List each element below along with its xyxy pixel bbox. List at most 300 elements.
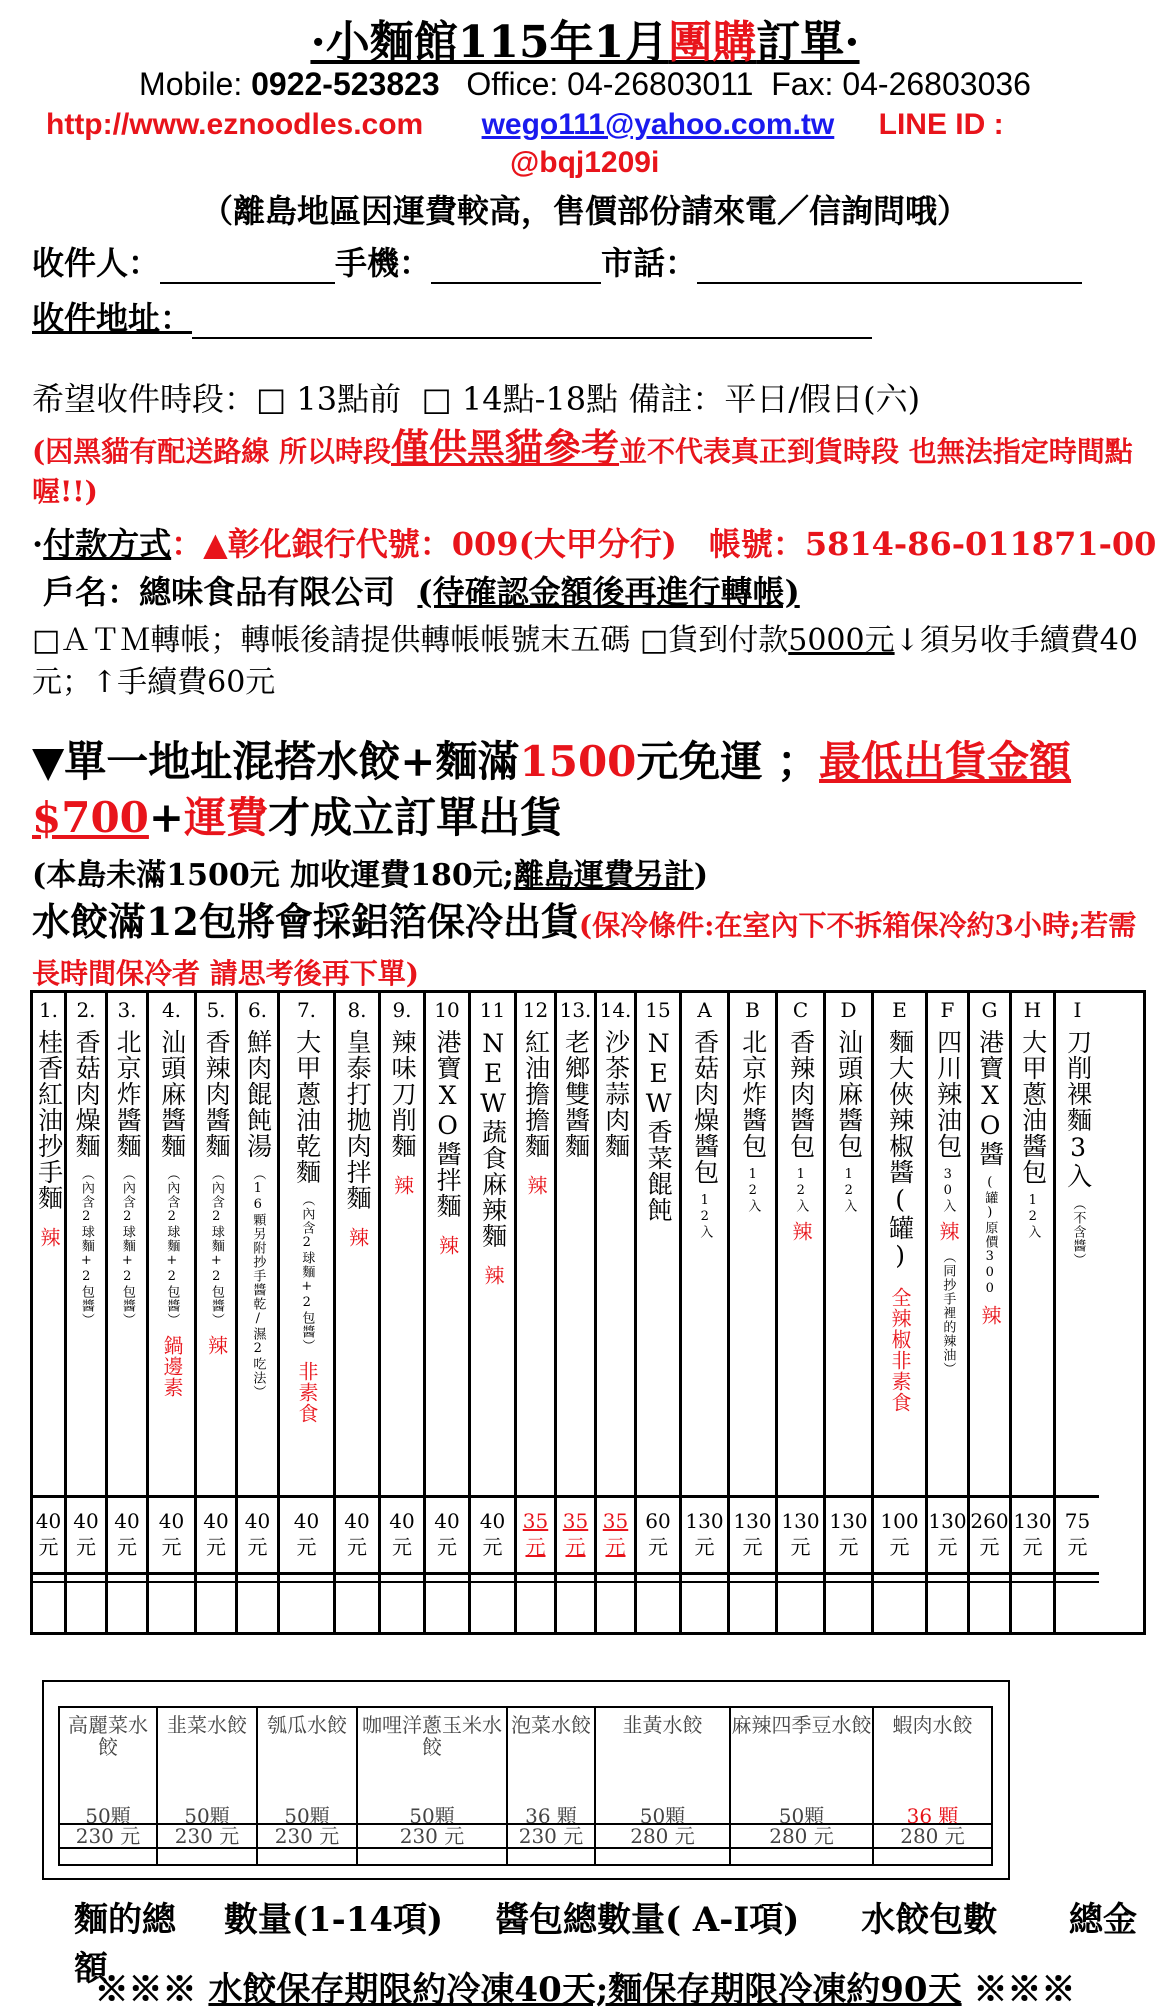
dumpling-name: 瓠瓜水餃 bbox=[267, 1713, 347, 1737]
promo-1red: 1500 bbox=[519, 737, 637, 786]
noodle-price bbox=[682, 1498, 727, 1575]
confirm-note: (待確認金額後再進行轉帳) bbox=[417, 573, 800, 611]
noodle-price-value: 130 bbox=[733, 1509, 772, 1533]
fax-number: Fax: 04-26803036 bbox=[771, 66, 1031, 102]
noodle-note: （內含2球麵+2包醬） bbox=[164, 1167, 180, 1327]
noodle-column bbox=[778, 993, 826, 1632]
dumpling-qty: 36 顆 bbox=[525, 1804, 577, 1828]
dumpling-name: 蝦肉水餃 bbox=[892, 1713, 973, 1737]
noodle-qty-cell[interactable] bbox=[1012, 1581, 1053, 1634]
dumpling-qty: 50顆 bbox=[284, 1804, 330, 1828]
dumpling-column bbox=[874, 1708, 991, 1864]
total-amount: 總金額 bbox=[74, 1900, 1138, 1989]
noodle-number: 5. bbox=[206, 998, 226, 1022]
noodle-price-value: 260 bbox=[970, 1509, 1009, 1533]
page-title bbox=[0, 6, 1170, 70]
noodle-number: G bbox=[981, 998, 998, 1022]
noodle-qty-cell[interactable] bbox=[557, 1581, 594, 1634]
noodle-price-unit: 元 bbox=[790, 1535, 811, 1559]
noodle-column bbox=[67, 993, 108, 1632]
noodle-price-unit: 元 bbox=[206, 1535, 226, 1559]
noodle-price bbox=[108, 1498, 146, 1575]
noodle-price-unit: 元 bbox=[889, 1535, 910, 1559]
email-link[interactable]: wego111@yahoo.com.tw bbox=[481, 108, 835, 141]
noodle-tag: 辣 bbox=[481, 1265, 505, 1286]
noodle-column bbox=[33, 993, 67, 1632]
noodle-header bbox=[238, 993, 277, 1498]
noodle-number: 12 bbox=[522, 998, 549, 1022]
noodle-column bbox=[517, 993, 557, 1632]
noodle-number: 9. bbox=[392, 998, 412, 1022]
noodle-price-unit: 元 bbox=[482, 1535, 503, 1559]
noodle-qty-cell[interactable] bbox=[280, 1581, 333, 1634]
noodle-name: 桂香紅油抄手麵 bbox=[34, 1029, 64, 1211]
promo-1ul: 最低出貨金額 bbox=[819, 737, 1072, 786]
dumpling-price: 230 元 bbox=[60, 1823, 156, 1849]
noodle-price bbox=[426, 1498, 468, 1575]
recipient-field[interactable] bbox=[160, 256, 335, 284]
noodle-column bbox=[280, 993, 336, 1632]
noodle-price-unit: 元 bbox=[565, 1535, 586, 1559]
noodle-price-value: 130 bbox=[1013, 1509, 1052, 1533]
time-option-2[interactable]: □ 14點-18點 bbox=[421, 380, 619, 418]
noodle-price bbox=[928, 1498, 967, 1575]
noodle-header bbox=[928, 993, 967, 1498]
title-prefix: ·小麵館115年1月 bbox=[310, 17, 669, 68]
dumpling-qty: 50顆 bbox=[409, 1804, 455, 1828]
noodle-qty-cell[interactable] bbox=[682, 1581, 727, 1634]
noodle-name: 大甲蔥油醬包 bbox=[1018, 1029, 1048, 1185]
noodle-name: 北京炸醬麵 bbox=[113, 1029, 143, 1159]
noodle-price-unit: 元 bbox=[247, 1535, 268, 1559]
promo-4red: (保冷條件:在室內下不拆箱保冷約3小時;若需長時間保冷者 請思考後再下單) bbox=[32, 909, 1137, 990]
noodle-number: C bbox=[792, 998, 809, 1022]
noodle-header bbox=[426, 993, 468, 1498]
noodle-name: 紅油擔擔麵 bbox=[521, 1029, 551, 1159]
noodle-qty-cell[interactable] bbox=[637, 1581, 679, 1634]
dumpling-name: 高麗菜水餃 bbox=[68, 1713, 148, 1759]
total-dumpling: 水餃包數 bbox=[861, 1900, 998, 1940]
dumpling-name: 麻辣四季豆水餃 bbox=[731, 1713, 872, 1737]
website-link[interactable]: http://www.eznoodles.com bbox=[46, 108, 424, 141]
island-note: （離島地區因運費較高，售價部份請來電／信詢問哦） bbox=[200, 192, 969, 230]
address-label: 收件地址： bbox=[32, 299, 193, 337]
noodle-price bbox=[597, 1498, 634, 1575]
noodle-price bbox=[778, 1498, 823, 1575]
noodle-name: 港寶XO醬 bbox=[975, 1029, 1005, 1167]
recipient-label: 收件人： bbox=[32, 244, 161, 282]
promo-2a: + bbox=[148, 793, 185, 842]
noodle-price-value: 130 bbox=[829, 1509, 868, 1533]
noodle-name: 四川辣油包 bbox=[933, 1029, 963, 1159]
noodle-qty-cell[interactable] bbox=[67, 1581, 105, 1634]
noodle-number: 3. bbox=[117, 998, 137, 1022]
time-label: 希望收件時段： bbox=[32, 380, 257, 418]
noodle-qty-cell[interactable] bbox=[928, 1581, 967, 1634]
delivery-note bbox=[32, 425, 1162, 512]
noodle-price-value: 40 bbox=[389, 1509, 415, 1533]
noodle-price-unit: 元 bbox=[605, 1535, 626, 1559]
noodle-column bbox=[1056, 993, 1099, 1632]
noodle-number: D bbox=[840, 998, 857, 1022]
promo-3b: ) bbox=[693, 858, 709, 893]
noodle-note: （內含2球麵+2包醬） bbox=[208, 1167, 224, 1327]
noodle-number: H bbox=[1023, 998, 1042, 1022]
noodle-price bbox=[471, 1498, 514, 1575]
noodle-tag: 辣 bbox=[789, 1221, 813, 1242]
links-line bbox=[46, 108, 1156, 142]
noodle-number: 1. bbox=[38, 998, 59, 1022]
noodle-qty-cell[interactable] bbox=[108, 1581, 146, 1634]
noodle-qty-cell[interactable] bbox=[778, 1581, 823, 1634]
noodle-price-value: 130 bbox=[928, 1509, 967, 1533]
noodle-header bbox=[67, 993, 105, 1498]
dumpling-column bbox=[258, 1708, 358, 1864]
noodle-price-unit: 元 bbox=[76, 1535, 96, 1559]
noodle-price bbox=[280, 1498, 333, 1575]
noodle-price-unit: 元 bbox=[296, 1535, 317, 1559]
noodle-price-value: 40 bbox=[35, 1509, 62, 1533]
noodle-price-value: 75 bbox=[1064, 1509, 1091, 1533]
footer-stars-a: ※※※ bbox=[94, 1970, 197, 2010]
noodle-number: 10 bbox=[434, 998, 460, 1022]
noodle-price bbox=[67, 1498, 105, 1575]
noodle-price bbox=[970, 1498, 1009, 1575]
noodle-header bbox=[597, 993, 634, 1498]
title-suffix: 訂單· bbox=[756, 17, 860, 68]
noodle-header bbox=[970, 993, 1009, 1498]
noodle-number: A bbox=[697, 998, 712, 1022]
noodle-price-unit: 元 bbox=[979, 1535, 1000, 1559]
noodle-note: （16顆另附抄手醬乾/濕2吃法） bbox=[250, 1167, 266, 1399]
noodle-note: （內含2球麵+2包醬） bbox=[78, 1167, 94, 1327]
noodle-number: 8. bbox=[347, 998, 367, 1022]
noodle-header bbox=[826, 993, 871, 1498]
dumpling-name: 咖哩洋蔥玉米水餃 bbox=[362, 1713, 502, 1759]
noodle-tag: 辣 bbox=[390, 1175, 415, 1196]
noodle-qty-cell[interactable] bbox=[149, 1581, 194, 1634]
noodle-name: NEW蔬食麻辣麵 bbox=[478, 1029, 508, 1249]
noodle-price bbox=[33, 1498, 64, 1575]
payment-label: 付款方式 bbox=[43, 525, 172, 563]
noodle-name: 香菇肉燥醬包 bbox=[690, 1029, 720, 1185]
noodle-number: F bbox=[940, 998, 955, 1022]
noodle-note: （內含2球麵+2包醬） bbox=[299, 1193, 315, 1353]
noodle-qty-cell[interactable] bbox=[471, 1581, 514, 1634]
mobile-field[interactable] bbox=[431, 256, 601, 284]
line-label: LINE ID : bbox=[878, 108, 1004, 141]
noodle-header bbox=[471, 993, 514, 1498]
noodle-number: 14. bbox=[599, 998, 632, 1022]
dumpling-price: 280 元 bbox=[874, 1823, 991, 1849]
noodle-header bbox=[682, 993, 727, 1498]
dumpling-qty: 50顆 bbox=[85, 1804, 131, 1828]
noodle-price-value: 100 bbox=[880, 1509, 919, 1533]
delivery-note-big: 僅供黑貓參考 bbox=[391, 425, 620, 470]
noodle-note: 12入 bbox=[793, 1167, 809, 1213]
noodle-header bbox=[33, 993, 64, 1498]
noodle-name: 北京炸醬包 bbox=[738, 1029, 768, 1159]
atm-b: ↓須另收手續費40元；↑手續費60元 bbox=[32, 623, 1138, 700]
atm-a: □ＡＴＭ轉帳；轉帳後請提供轉帳帳號末五碼 □貨到付款 bbox=[32, 623, 789, 658]
noodle-price bbox=[336, 1498, 378, 1575]
noodle-column bbox=[238, 993, 280, 1632]
noodle-note: 12入 bbox=[1025, 1193, 1041, 1239]
noodle-price-unit: 元 bbox=[742, 1535, 763, 1559]
promo-line3 bbox=[32, 850, 708, 894]
dumpling-name: 韭黃水餃 bbox=[622, 1713, 703, 1737]
noodle-note2: （同抄手裡的辣油） bbox=[940, 1250, 956, 1376]
noodle-name: 辣味刀削麵 bbox=[388, 1029, 418, 1159]
noodle-price bbox=[730, 1498, 775, 1575]
noodle-number: 7. bbox=[296, 998, 317, 1022]
delivery-time-row bbox=[32, 374, 920, 420]
promo-block bbox=[32, 734, 1152, 846]
noodle-name: 汕頭麻醬包 bbox=[834, 1029, 864, 1159]
dumpling-price: 280 元 bbox=[731, 1823, 872, 1849]
noodle-name: 香菇肉燥麵 bbox=[72, 1029, 102, 1159]
noodle-price bbox=[381, 1498, 423, 1575]
dumpling-price: 230 元 bbox=[158, 1823, 256, 1849]
promo-2ul: $700 bbox=[32, 793, 149, 842]
noodle-tag: 辣 bbox=[978, 1305, 1002, 1326]
noodle-note: 12入 bbox=[697, 1193, 713, 1239]
payment-dot: · bbox=[32, 525, 44, 563]
noodle-column bbox=[682, 993, 730, 1632]
noodle-number: 11 bbox=[479, 998, 506, 1022]
noodle-price-value: 35 bbox=[602, 1509, 629, 1533]
noodle-column bbox=[597, 993, 637, 1632]
noodle-column bbox=[928, 993, 970, 1632]
bank-info: ：▲彰化銀行代號：009(大甲分行) 帳號：5814-86-011871-00 bbox=[171, 525, 1157, 563]
phone-field[interactable] bbox=[697, 256, 1082, 284]
noodle-price-value: 60 bbox=[645, 1509, 671, 1533]
noodle-price bbox=[826, 1498, 871, 1575]
dumpling-qty: 50顆 bbox=[778, 1804, 825, 1828]
noodle-header bbox=[730, 993, 775, 1498]
dumpling-order-table bbox=[58, 1706, 993, 1866]
noodle-column bbox=[149, 993, 197, 1632]
noodle-header bbox=[336, 993, 378, 1498]
noodle-price-value: 40 bbox=[114, 1509, 140, 1533]
noodle-note: （內含2球麵+2包醬） bbox=[119, 1167, 135, 1327]
noodle-price-value: 40 bbox=[293, 1509, 320, 1533]
noodle-qty-cell[interactable] bbox=[970, 1581, 1009, 1634]
noodle-price-value: 40 bbox=[434, 1509, 460, 1533]
promo-1b: 元免運 ； bbox=[636, 737, 820, 786]
noodle-price-unit: 元 bbox=[437, 1535, 457, 1559]
noodle-qty-cell[interactable] bbox=[381, 1581, 423, 1634]
promo-4a: 水餃滿12包將會採鋁箔保冷出貨 bbox=[32, 899, 579, 944]
noodle-qty-cell[interactable] bbox=[874, 1581, 925, 1634]
noodle-tag: 非素食 bbox=[295, 1361, 319, 1424]
noodle-column bbox=[970, 993, 1012, 1632]
noodle-number: 13. bbox=[559, 998, 592, 1022]
address-row bbox=[32, 293, 872, 339]
noodle-qty-cell[interactable] bbox=[517, 1581, 554, 1634]
noodle-number: E bbox=[892, 998, 907, 1022]
footer-note bbox=[0, 1962, 1170, 2011]
dumpling-column bbox=[158, 1708, 258, 1864]
noodle-note: （不含醬） bbox=[1070, 1197, 1086, 1267]
noodle-header bbox=[1056, 993, 1099, 1498]
noodle-price bbox=[874, 1498, 925, 1575]
noodle-price-value: 40 bbox=[244, 1509, 271, 1533]
noodle-price-unit: 元 bbox=[1067, 1535, 1088, 1559]
noodle-name: 汕頭麻醬麵 bbox=[157, 1029, 187, 1159]
noodle-price-value: 35 bbox=[522, 1509, 549, 1533]
dumpling-column bbox=[731, 1708, 874, 1864]
noodle-number: 15 bbox=[645, 998, 671, 1022]
footer-stars-b: ※※※ bbox=[973, 1970, 1076, 2010]
noodle-name: NEW香菜餛飩 bbox=[644, 1029, 674, 1223]
dumpling-column bbox=[596, 1708, 731, 1864]
dumpling-column bbox=[358, 1708, 508, 1864]
noodle-column bbox=[1012, 993, 1056, 1632]
promo-3ul: 離島運費另計 bbox=[513, 858, 694, 893]
noodle-price-unit: 元 bbox=[937, 1535, 958, 1559]
noodle-number: 4. bbox=[161, 998, 182, 1022]
noodle-header bbox=[1012, 993, 1053, 1498]
noodle-column bbox=[826, 993, 874, 1632]
delivery-note-b: 並不代表真正到貨時段 也無法指定時間點喔!!) bbox=[32, 435, 1133, 508]
noodle-price bbox=[517, 1498, 554, 1575]
noodle-price-value: 40 bbox=[344, 1509, 370, 1533]
dumpling-price: 230 元 bbox=[258, 1823, 356, 1849]
noodle-number: I bbox=[1073, 998, 1082, 1022]
noodle-price bbox=[1012, 1498, 1053, 1575]
noodle-number: 2. bbox=[76, 998, 96, 1022]
noodle-price bbox=[197, 1498, 235, 1575]
noodle-header bbox=[108, 993, 146, 1498]
noodle-name: 皇泰打拋肉拌麵 bbox=[343, 1029, 373, 1211]
dumpling-qty: 50顆 bbox=[184, 1804, 230, 1828]
noodle-header bbox=[149, 993, 194, 1498]
noodle-name: 沙茶蒜肉麵 bbox=[601, 1029, 631, 1159]
noodle-price-unit: 元 bbox=[117, 1535, 137, 1559]
noodle-column bbox=[557, 993, 597, 1632]
noodle-price-value: 40 bbox=[73, 1509, 99, 1533]
noodle-price-value: 40 bbox=[158, 1509, 185, 1533]
noodle-header bbox=[874, 993, 925, 1498]
noodle-order-table bbox=[30, 990, 1146, 1635]
dumpling-column bbox=[508, 1708, 596, 1864]
noodle-note: (罐)原價300 bbox=[982, 1175, 998, 1297]
noodle-qty-cell[interactable] bbox=[426, 1581, 468, 1634]
noodle-column bbox=[426, 993, 471, 1632]
noodle-column bbox=[108, 993, 149, 1632]
noodle-price-unit: 元 bbox=[648, 1535, 668, 1559]
noodle-price-value: 35 bbox=[562, 1509, 589, 1533]
atm-amount: 5000元 bbox=[788, 623, 895, 658]
noodle-column bbox=[197, 993, 238, 1632]
noodle-header bbox=[557, 993, 594, 1498]
payment-block bbox=[32, 520, 1162, 616]
contact-line bbox=[0, 66, 1170, 103]
noodle-column bbox=[471, 993, 517, 1632]
time-option-1[interactable]: □ 13點前 bbox=[256, 380, 402, 418]
noodle-price-unit: 元 bbox=[694, 1535, 715, 1559]
title-red: 團購 bbox=[668, 17, 757, 68]
noodle-header bbox=[517, 993, 554, 1498]
noodle-name: 香辣肉醬包 bbox=[786, 1029, 816, 1159]
noodle-column bbox=[874, 993, 928, 1632]
promo-3a: (本島未滿1500元 加收運費180元; bbox=[32, 858, 514, 893]
noodle-price-unit: 元 bbox=[1022, 1535, 1043, 1559]
dumpling-name: 泡菜水餃 bbox=[511, 1713, 591, 1737]
dumpling-qty: 36 顆 bbox=[906, 1804, 959, 1828]
promo-line4 bbox=[32, 900, 1162, 1000]
noodle-header bbox=[381, 993, 423, 1498]
noodle-qty-cell[interactable] bbox=[33, 1581, 64, 1634]
mobile-label: Mobile: bbox=[139, 66, 252, 102]
noodle-tag: 辣 bbox=[37, 1227, 61, 1248]
dumpling-price: 230 元 bbox=[358, 1823, 506, 1849]
footer-text: 水餃保存期限約冷凍40天;麵保存期限冷凍約90天 bbox=[208, 1970, 962, 2010]
noodle-qty-cell[interactable] bbox=[1056, 1581, 1099, 1634]
noodle-tag: 辣 bbox=[204, 1335, 229, 1356]
noodle-name: 港寶XO醬拌麵 bbox=[433, 1029, 463, 1219]
atm-block bbox=[32, 620, 1162, 704]
noodle-name: 鮮肉餛飩湯 bbox=[243, 1029, 273, 1159]
noodle-price bbox=[637, 1498, 679, 1575]
noodle-qty-cell[interactable] bbox=[597, 1581, 634, 1634]
noodle-name: 香辣肉醬麵 bbox=[202, 1029, 232, 1159]
noodle-price-unit: 元 bbox=[161, 1535, 182, 1559]
noodle-name: 大甲蔥油乾麵 bbox=[292, 1029, 322, 1185]
noodle-tag: 辣 bbox=[936, 1221, 960, 1242]
total-noodle: 麵的總 bbox=[74, 1900, 176, 1940]
noodle-note: 30入 bbox=[940, 1167, 956, 1213]
noodle-price-value: 40 bbox=[203, 1509, 229, 1533]
noodle-number: 6. bbox=[247, 998, 268, 1022]
noodle-price-unit: 元 bbox=[392, 1535, 412, 1559]
noodle-qty-cell[interactable] bbox=[197, 1581, 235, 1634]
promo-1a: ▼單一地址混搭水餃+麵滿 bbox=[32, 737, 520, 786]
noodle-price-unit: 元 bbox=[838, 1535, 859, 1559]
address-field[interactable] bbox=[192, 311, 872, 339]
noodle-tag: 辣 bbox=[524, 1175, 548, 1196]
dumpling-column bbox=[60, 1708, 158, 1864]
dumpling-table-frame bbox=[42, 1680, 1010, 1880]
noodle-price bbox=[149, 1498, 194, 1575]
noodle-tag: 辣 bbox=[345, 1227, 370, 1248]
phone-label: 市話： bbox=[601, 244, 698, 282]
total-sauce: 醬包總數量( A-I項) bbox=[494, 1900, 800, 1940]
noodle-column bbox=[637, 993, 682, 1632]
noodle-qty-cell[interactable] bbox=[826, 1581, 871, 1634]
noodle-price bbox=[557, 1498, 594, 1575]
noodle-price bbox=[1056, 1498, 1099, 1575]
noodle-qty-cell[interactable] bbox=[238, 1581, 277, 1634]
account-name: 戶名：總味食品有限公司 bbox=[43, 573, 396, 611]
noodle-header bbox=[637, 993, 679, 1498]
noodle-qty-cell[interactable] bbox=[730, 1581, 775, 1634]
noodle-column bbox=[336, 993, 381, 1632]
noodle-name: 老鄉雙醬麵 bbox=[561, 1029, 591, 1159]
noodle-number: B bbox=[745, 998, 760, 1022]
noodle-price-unit: 元 bbox=[347, 1535, 367, 1559]
remark: 備註：平日/假日(六) bbox=[628, 380, 921, 418]
mobile-number: 0922-523823 bbox=[251, 66, 440, 102]
dumpling-price: 280 元 bbox=[596, 1823, 729, 1849]
noodle-qty-cell[interactable] bbox=[336, 1581, 378, 1634]
dumpling-qty: 50顆 bbox=[639, 1804, 686, 1828]
promo-2red: 運費 bbox=[184, 793, 269, 842]
noodle-price-unit: 元 bbox=[525, 1535, 546, 1559]
promo-2b: 才成立訂單出貨 bbox=[268, 793, 563, 842]
noodle-column bbox=[730, 993, 778, 1632]
